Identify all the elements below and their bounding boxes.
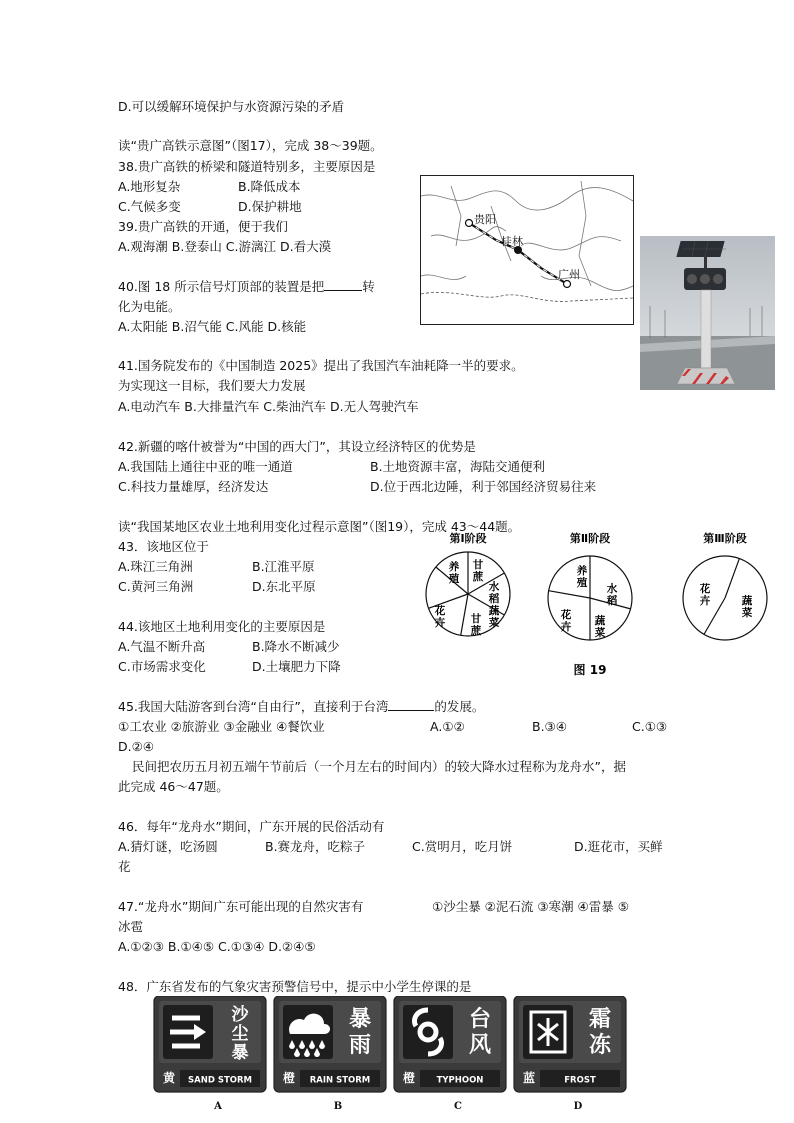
pie-label: 菜 <box>488 617 500 629</box>
guangzhou-marker <box>564 281 571 288</box>
question-40: 40.图 18 所示信号灯顶部的装置是把 转 <box>118 279 375 294</box>
question-47: 47.“龙舟水”期间广东可能出现的自然灾害有 <box>118 899 364 914</box>
question-45: 45.我国大陆游客到台湾“自由行”，直接利于台湾 的发展。 <box>118 699 485 714</box>
sign-chinese: 冻 <box>588 1033 612 1058</box>
q46-option-b: B.赛龙舟，吃粽子 <box>265 839 366 854</box>
stage-title: 第Ⅰ阶段 <box>449 532 487 545</box>
guiguang-railway-map <box>420 175 634 325</box>
q46-option-c: C.赏明月，吃月饼 <box>412 839 513 854</box>
q46-option-d: D.逛花市，买鲜 <box>574 839 663 854</box>
question-38: 38.贵广高铁的桥梁和隧道特别多，主要原因是 <box>118 159 376 174</box>
warning-sign <box>514 996 626 1112</box>
q42-option-a: A.我国陆上通往中亚的唯一通道 <box>118 459 293 474</box>
sign-chinese: 风 <box>468 1033 492 1058</box>
sign-level: 橙 <box>282 1071 296 1085</box>
sign-chinese: 沙 <box>231 1005 249 1025</box>
q42-option-c: C.科技力量雄厚，经济发达 <box>118 479 269 494</box>
pie-label: 养 <box>448 561 460 573</box>
q47-choices-cont: 冰雹 <box>118 919 144 934</box>
q43-option-c: C.黄河三角洲 <box>118 579 194 594</box>
pie-label: 水 <box>606 583 618 595</box>
pie-label: 蔬 <box>488 605 500 617</box>
pie-label: 花 <box>560 609 572 621</box>
q38-option-b: B.降低成本 <box>238 179 301 194</box>
q43-option-d: D.东北平原 <box>252 579 316 594</box>
question-40-cont: 化为电能。 <box>118 299 181 314</box>
q44-option-a: A.气温不断升高 <box>118 639 206 654</box>
pie-label: 稻 <box>606 595 618 607</box>
q45-choices: ①工农业 ②旅游业 ③金融业 ④餐饮业 <box>118 719 325 734</box>
sign-chinese: 暴 <box>348 1007 372 1032</box>
question-44: 44.该地区土地利用变化的主要原因是 <box>118 619 326 634</box>
pie-label: 卉 <box>434 617 446 629</box>
sign-level: 黄 <box>162 1071 176 1085</box>
pie-label: 蔗 <box>470 625 482 637</box>
q44-option-c: C.市场需求变化 <box>118 659 206 674</box>
sign-chinese: 暴 <box>231 1043 249 1063</box>
q43-option-b: B.江淮平原 <box>252 559 315 574</box>
sign-english: SAND STORM <box>188 1075 252 1086</box>
q39-options: A.观海潮 B.登泰山 C.游漓江 D.看大漠 <box>118 239 332 254</box>
signal-light-photo <box>640 236 775 390</box>
question-42: 42.新疆的喀什被誉为“中国的西大门”，其设立经济特区的优势是 <box>118 439 476 454</box>
q45-option-b: B.③④ <box>532 719 567 734</box>
sign-english: FROST <box>564 1075 596 1086</box>
pie-label: 卉 <box>699 595 711 607</box>
figure-19-land-use <box>415 532 790 682</box>
pie-label: 花 <box>699 583 711 595</box>
sign-option-letter: B <box>333 1101 343 1112</box>
sign-option-letter: C <box>454 1101 462 1112</box>
pie-label: 殖 <box>448 573 460 585</box>
sign-level: 橙 <box>402 1071 416 1085</box>
q46-option-a: A.猜灯谜，吃汤圆 <box>118 839 218 854</box>
warning-sign <box>274 996 386 1112</box>
sign-option-letter: D <box>573 1101 583 1112</box>
q45-option-d: D.②④ <box>118 739 155 754</box>
instruction-38-39: 读“贵广高铁示意图”（图17），完成 38～39题。 <box>118 138 383 153</box>
pie-label: 殖 <box>576 577 588 589</box>
instruction-46-47-cont: 此完成 46～47题。 <box>118 779 229 794</box>
pie-label: 菜 <box>741 607 753 619</box>
question-48: 48．广东省发布的气象灾害预警信号中，提示中小学生停课的是 <box>118 979 472 994</box>
q38-option-c: C.气候多变 <box>118 199 181 214</box>
q45-option-a: A.①② <box>430 719 465 734</box>
question-41: 41.国务院发布的《中国制造 2025》提出了我国汽车油耗降一半的要求。 <box>118 358 524 373</box>
city-label: 广州 <box>558 268 580 281</box>
q38-option-a: A.地形复杂 <box>118 179 181 194</box>
q42-option-d: D.位于西北边陲，利于邻国经济贸易往来 <box>370 479 597 494</box>
pie-label: 花 <box>434 605 446 617</box>
guiyang-marker <box>466 220 473 227</box>
pie-label: 蔬 <box>594 615 606 627</box>
instruction-43-44: 读“我国某地区农业土地利用变化过程示意图”（图19），完成 43～44题。 <box>118 519 521 534</box>
q47-choices: ①沙尘暴 ②泥石流 ③寒潮 ④雷暴 ⑤ <box>432 899 629 914</box>
sign-chinese: 台 <box>468 1007 492 1032</box>
q41-options: A.电动汽车 B.大排量汽车 C.柴油汽车 D.无人驾驶汽车 <box>118 399 419 414</box>
stage-title: 第Ⅲ阶段 <box>703 532 747 545</box>
city-label: 桂林 <box>501 235 523 248</box>
pie-label: 菜 <box>594 627 606 639</box>
sign-level: 蓝 <box>522 1071 536 1085</box>
option-d-line: D.可以缓解环境保护与水资源污染的矛盾 <box>118 99 345 114</box>
sign-english: RAIN STORM <box>309 1075 371 1086</box>
pie-label: 水 <box>488 581 500 593</box>
warning-sign <box>394 996 506 1112</box>
pie-label: 养 <box>576 565 588 577</box>
sign-option-letter: A <box>214 1101 222 1112</box>
warning-sign <box>154 996 266 1112</box>
q44-option-d: D.土壤肥力下降 <box>252 659 341 674</box>
pie-label: 卉 <box>560 621 572 633</box>
pie-label: 稻 <box>488 593 500 605</box>
sign-chinese: 雨 <box>348 1033 372 1058</box>
question-43: 43．该地区位于 <box>118 539 209 554</box>
stage-title: 第Ⅱ阶段 <box>569 532 611 545</box>
pie-label: 甘 <box>470 613 482 625</box>
city-label: 贵阳 <box>474 213 496 226</box>
q38-option-d: D.保护耕地 <box>238 199 302 214</box>
instruction-46-47: 民间把农历五月初五端午节前后（一个月左右的时间内）的较大降水过程称为龙舟水”，据 <box>132 759 626 774</box>
q47-options: A.①②③ B.①④⑤ C.①③④ D.②④⑤ <box>118 939 316 954</box>
question-46: 46．每年“龙舟水”期间，广东开展的民俗活动有 <box>118 819 385 834</box>
pie-label: 蔬 <box>741 595 753 607</box>
question-41-cont: 为实现这一目标，我们要大力发展 <box>118 378 306 393</box>
q40-options: A.太阳能 B.沼气能 C.风能 D.核能 <box>118 319 307 334</box>
sign-chinese: 霜 <box>588 1007 612 1032</box>
warning-signals <box>150 996 630 1114</box>
q45-option-c: C.①③ <box>632 719 668 734</box>
question-39: 39.贵广高铁的开通，便于我们 <box>118 219 288 234</box>
q43-option-a: A.珠江三角洲 <box>118 559 193 574</box>
q42-option-b: B.土地资源丰富，海陆交通便利 <box>370 459 546 474</box>
sign-chinese: 尘 <box>231 1024 249 1044</box>
q44-option-b: B.降水不断减少 <box>252 639 340 654</box>
q46-option-d-cont: 花 <box>118 859 131 874</box>
pie-label: 甘 <box>472 559 484 571</box>
sign-english: TYPHOON <box>436 1075 484 1086</box>
pie-label: 蔗 <box>472 571 484 583</box>
figure-caption: 图 19 <box>573 663 607 677</box>
